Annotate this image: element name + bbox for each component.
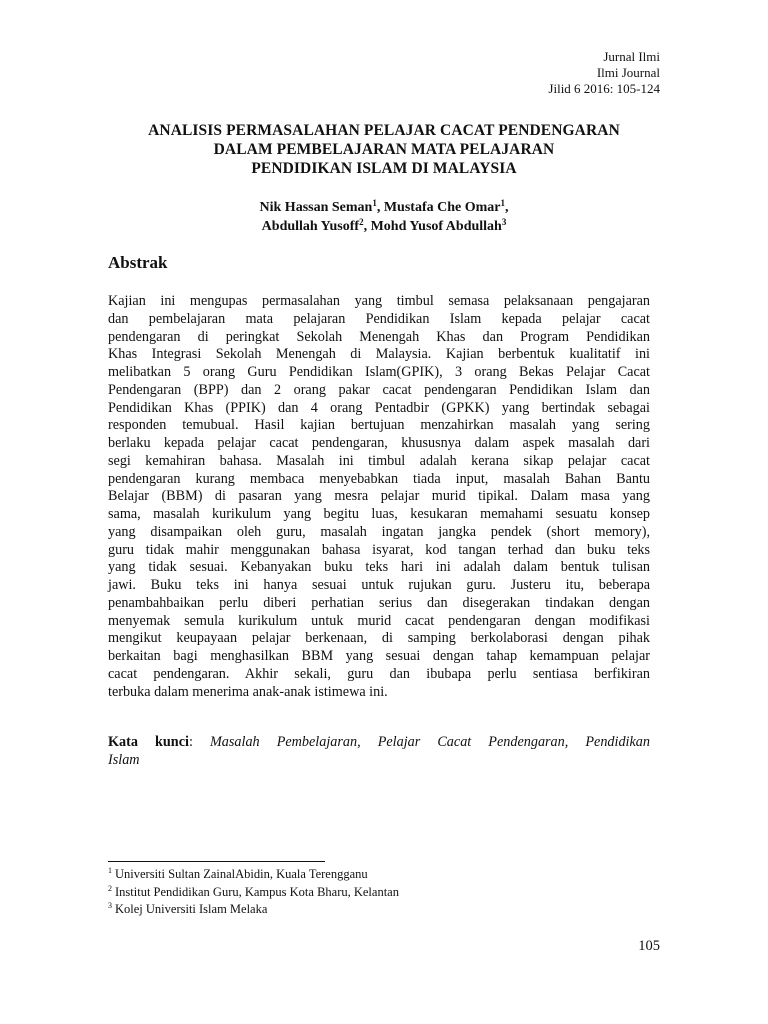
keywords-text: Masalah Pembelajaran, Pelajar Cacat Pendengaran, Pendidikan (209, 734, 650, 750)
abstract-line: yang tidak sesuai. Kebanyakan buku teks hari ini adalah dalam bentuk tulisan (108, 559, 650, 576)
footnote-text: Universiti Sultan ZainalAbidin, Kuala Terengganu (115, 867, 368, 881)
abstract-line: melibatkan 5 orang Guru Pendidikan Islam(GPIK), 3 orang Bekas Pelajar Cacat (108, 364, 650, 380)
author-name: Abdullah Yusoff (261, 219, 360, 234)
footnote-number: 2 (108, 883, 112, 893)
footnote (108, 901, 399, 919)
title-line: PENDIDIKAN ISLAM DI MALAYSIA (251, 160, 517, 177)
abstract-line: Khas Integrasi Sekolah Menengah di Malaysia. Kajian berbentuk kualitatif ini (108, 346, 650, 363)
footnote (108, 866, 399, 884)
abstract-line: Pendengaran (BPP) dan 2 orang pakar cacat pendengaran Pendidikan Islam dan (108, 381, 650, 398)
keywords-line (108, 733, 650, 751)
keywords-text: Islam (108, 752, 140, 768)
author-affiliation-marker: 2 (359, 217, 364, 227)
abstract-line: menyemak semula kurikulum untuk murid cacat pendengaran dengan modifikasi (108, 612, 650, 629)
journal-header (548, 49, 660, 97)
abstract-line: Pendidikan Khas (PPIK) dan 4 orang Pentadbir (GPKK) yang bertindak sebagai (108, 399, 650, 416)
abstract-line: sama, masalah kurikulum yang begitu luas, kesukaran memahami sesuatu konsep (108, 506, 650, 522)
footnote-divider (108, 861, 325, 862)
journal-volume: Jilid 6 2016: 105-124 (548, 81, 660, 96)
abstract-line: terbuka dalam menerima anak-anak istimewa ini. (108, 683, 388, 700)
abstract-body (108, 293, 650, 701)
abstract-line: guru tidak mahir menggunakan bahasa isyarat, kod tangan terhad dan buku teks (108, 541, 650, 558)
abstract-line: dan pembelajaran mata pelajaran Pendidikan Islam kepada pelajar cacat (108, 310, 650, 327)
abstract-line: pendengaran di peringkat Sekolah Menengah Khas dan Program Pendidikan (108, 328, 650, 345)
author-name: Mohd Yusof Abdullah (370, 219, 502, 234)
author-list (90, 198, 678, 236)
abstract-line: cacat pendengaran. Akhir sekali, guru dan ibubapa perlu sentiasa berfikiran (108, 665, 650, 682)
footnote (108, 884, 399, 902)
abstract-line: yang disampaikan oleh guru, masalah ingatan jangka pendek (short memory), (108, 523, 650, 540)
abstract-line: pendengaran kurang membaca menyebabkan tiada input, masalah Bahan Bantu (108, 470, 650, 487)
abstract-line: mengikut keupayaan pelajar berkenaan, di samping berkolaborasi dengan pihak (108, 630, 650, 647)
abstract-line: responden temubual. Hasil kajian bertujuan menzahirkan masalah yang sering (108, 417, 650, 434)
author-affiliation-marker: 1 (500, 198, 505, 208)
author-separator: , (504, 200, 509, 215)
abstract-line: jawi. Buku teks ini hanya sesuai untuk rujukan guru. Justeru itu, beberapa (108, 577, 650, 593)
author-separator: , (376, 200, 384, 215)
abstract-line: berlaku kepada pelajar cacat pendengaran, khususnya dalam aspek masalah dari (108, 435, 650, 451)
abstract-line: segi kemahiran bahasa. Masalah ini timbul adalah kerana sikap pelajar cacat (108, 452, 650, 469)
keywords-line (108, 751, 650, 769)
title-line: DALAM PEMBELAJARAN MATA PELAJARAN (213, 141, 555, 158)
keywords (108, 733, 650, 769)
author-separator: , (363, 219, 371, 234)
journal-name: Jurnal Ilmi (603, 49, 660, 64)
author-affiliation-marker: 3 (501, 217, 507, 227)
title-line: ANALISIS PERMASALAHAN PELAJAR CACAT PENDENGARAN (148, 122, 620, 139)
author-line (90, 217, 678, 236)
abstract-line: Kajian ini mengupas permasalahan yang timbul semasa pelaksanaan pengajaran (108, 293, 650, 309)
page-number: 105 (638, 938, 660, 954)
abstract-line: penambahbaikan perlu diberi perhatian serius dan disegerakan tindakan dengan (108, 594, 650, 611)
footnote-text: Kolej Universiti Islam Melaka (115, 902, 268, 916)
footnotes (108, 866, 399, 919)
abstract-line: Belajar (BBM) di pasaran yang mesra pelajar murid tipikal. Dalam masa yang (108, 488, 650, 505)
footnote-text: Institut Pendidikan Guru, Kampus Kota Bharu, Kelantan (115, 884, 399, 899)
keywords-colon: : (188, 734, 210, 750)
journal-name-english: Ilmi Journal (596, 65, 660, 80)
footnote-number: 1 (108, 866, 112, 875)
author-name: Mustafa Che Omar (383, 200, 501, 215)
author-line (90, 198, 678, 217)
abstract-heading: Abstrak (108, 253, 168, 272)
footnote-number: 3 (108, 901, 112, 910)
abstract-line: berkaitan bagi menghasilkan BBM yang sesuai dengan tahap kemampuan pelajar (108, 648, 650, 664)
author-affiliation-marker: 1 (372, 198, 377, 208)
author-name: Nik Hassan Seman (259, 200, 373, 215)
paper-title (90, 121, 678, 178)
keywords-label: Kata kunci (108, 734, 189, 750)
